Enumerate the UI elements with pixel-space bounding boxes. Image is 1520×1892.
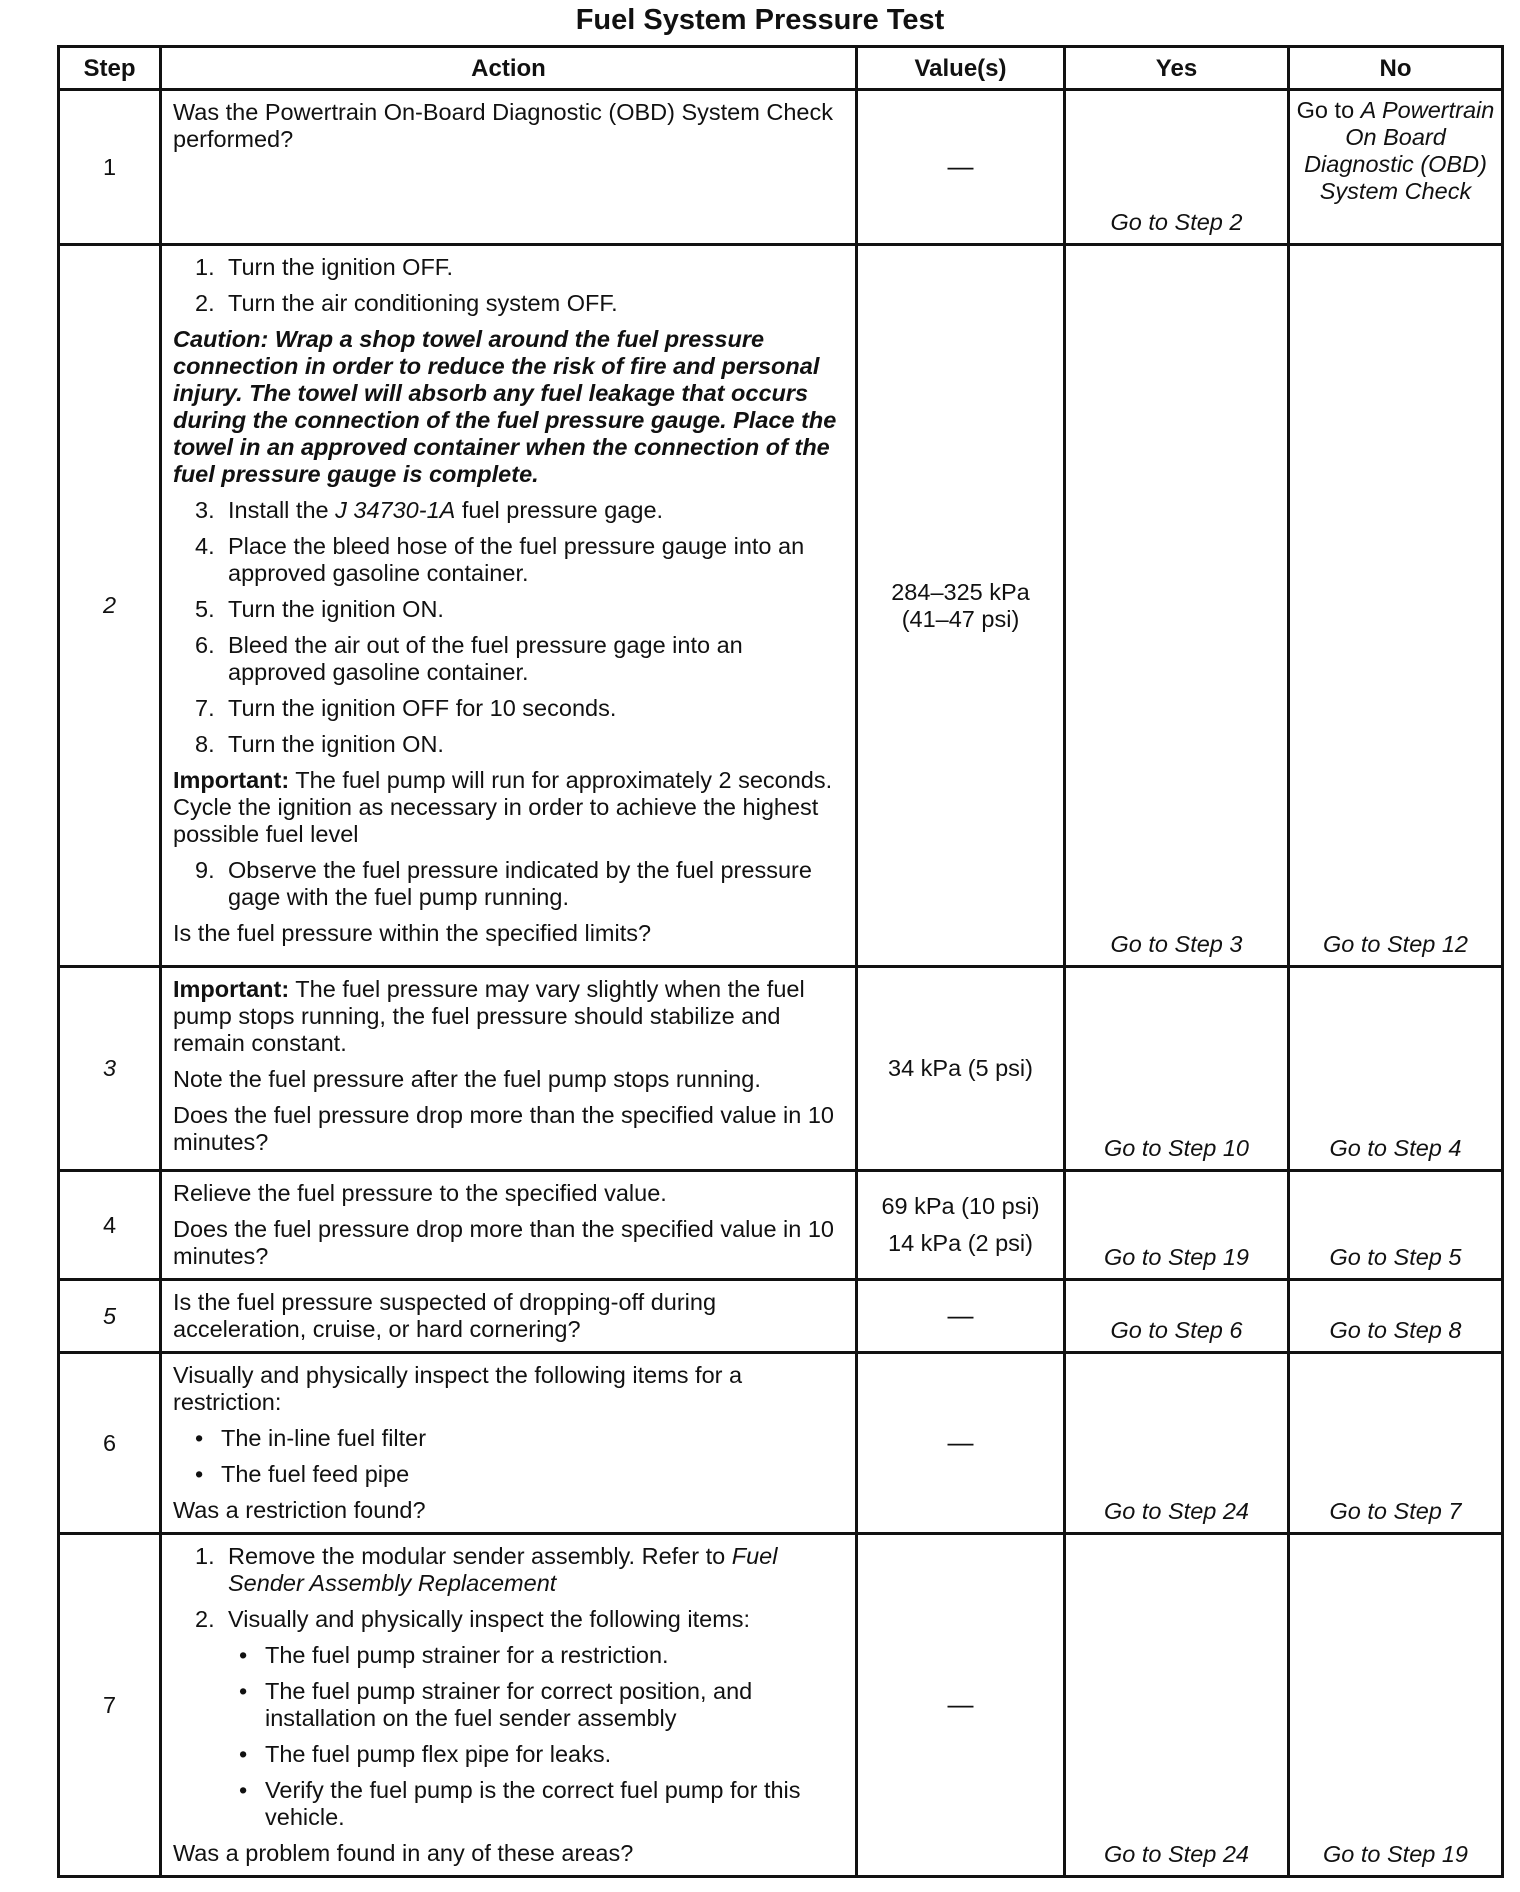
list-item bbox=[173, 731, 845, 758]
value-psi: (41–47 psi) bbox=[901, 605, 1020, 632]
table-row-step-6 bbox=[59, 1353, 1503, 1534]
item-number: 6. bbox=[195, 632, 215, 658]
header-no: No bbox=[1289, 47, 1503, 90]
action-text: Visually and physically inspect the following items for a restriction: bbox=[173, 1362, 743, 1415]
value-cell bbox=[857, 90, 1065, 245]
list-item bbox=[173, 695, 845, 722]
tool-reference: J 34730-1A bbox=[335, 497, 456, 523]
item-text: fuel pressure gage. bbox=[455, 497, 664, 523]
item-text: Turn the air conditioning system OFF. bbox=[228, 290, 618, 316]
bullet-item bbox=[173, 1461, 845, 1488]
yes-cell: Go to Step 24 bbox=[1065, 1353, 1289, 1534]
table-row-step-2 bbox=[59, 245, 1503, 967]
item-number: 1. bbox=[195, 254, 215, 280]
item-number: 2. bbox=[195, 1606, 215, 1632]
question-text: Was the Powertrain On-Board Diagnostic (OBD) System Check performed? bbox=[173, 99, 833, 152]
question-text: Is the fuel pressure suspected of dropping-off during acceleration, cruise, or hard cornering? bbox=[173, 1289, 717, 1342]
step-number: 7 bbox=[59, 1534, 161, 1877]
step-number: 3 bbox=[59, 967, 161, 1171]
item-text: Remove the modular sender assembly. Refer to bbox=[228, 1543, 732, 1569]
important-text: The fuel pressure may vary slightly when the fuel pump stops running, the fuel pressure should stabilize and remain constant. bbox=[173, 976, 805, 1056]
value-cell bbox=[857, 245, 1065, 967]
procedure-list bbox=[173, 857, 845, 911]
no-cell bbox=[1289, 90, 1503, 245]
header-step: Step bbox=[59, 47, 161, 90]
item-number: 7. bbox=[195, 695, 215, 721]
header-row bbox=[59, 47, 1503, 90]
yes-cell: Go to Step 24 bbox=[1065, 1534, 1289, 1877]
list-item bbox=[173, 596, 845, 623]
important-text: The fuel pump will run for approximately 2 seconds. Cycle the ignition as necessary in order to achieve the highest possible fuel level bbox=[173, 767, 833, 847]
procedure-list bbox=[173, 1543, 845, 1633]
item-number: 8. bbox=[195, 731, 215, 757]
item-text: Visually and physically inspect the following items: bbox=[228, 1606, 751, 1632]
item-number: 1. bbox=[195, 1543, 215, 1569]
no-cell: Go to Step 7 bbox=[1289, 1353, 1503, 1534]
header-action: Action bbox=[161, 47, 857, 90]
item-text: Bleed the air out of the fuel pressure gage into an approved gasoline container. bbox=[228, 632, 743, 685]
action-cell bbox=[161, 90, 857, 245]
bullet-item bbox=[173, 1678, 845, 1732]
item-text: Turn the ignition ON. bbox=[228, 731, 444, 757]
no-value-dash: — bbox=[947, 1427, 974, 1457]
step-number: 2 bbox=[59, 245, 161, 967]
list-item bbox=[173, 1606, 845, 1633]
important-note bbox=[173, 767, 845, 848]
item-text: The in-line fuel filter bbox=[221, 1425, 427, 1451]
item-text: Turn the ignition OFF for 10 seconds. bbox=[228, 695, 617, 721]
question-text: Was a problem found in any of these areas? bbox=[173, 1840, 634, 1866]
note-text: Note the fuel pressure after the fuel pump stops running. bbox=[173, 1066, 761, 1092]
important-label: Important: bbox=[173, 976, 290, 1002]
question-text: Does the fuel pressure drop more than the specified value in 10 minutes? bbox=[173, 1102, 835, 1155]
procedure-reference: Fuel Sender Assembly Replacement bbox=[228, 1543, 778, 1596]
value-1: 69 kPa (10 psi) bbox=[881, 1193, 1040, 1219]
item-number: 9. bbox=[195, 857, 215, 883]
procedure-list bbox=[173, 533, 845, 758]
list-item bbox=[173, 533, 845, 587]
value-cell bbox=[857, 1353, 1065, 1534]
no-cell: Go to Step 5 bbox=[1289, 1171, 1503, 1280]
item-number: 4. bbox=[195, 533, 215, 559]
no-value-dash: — bbox=[947, 1689, 974, 1719]
item-text: The fuel pump flex pipe for leaks. bbox=[265, 1741, 612, 1767]
list-item bbox=[173, 632, 845, 686]
bullet-item bbox=[173, 1741, 845, 1768]
table-row-step-4 bbox=[59, 1171, 1503, 1280]
header-values: Value(s) bbox=[857, 47, 1065, 90]
item-text: Place the bleed hose of the fuel pressure gauge into an approved gasoline container. bbox=[228, 533, 805, 586]
value-cell: 34 kPa (5 psi) bbox=[857, 967, 1065, 1171]
list-item bbox=[173, 857, 845, 911]
important-note bbox=[173, 976, 845, 1057]
value-cell bbox=[857, 1534, 1065, 1877]
page-title: Fuel System Pressure Test bbox=[575, 4, 945, 36]
item-text: Observe the fuel pressure indicated by the fuel pressure gage with the fuel pump running. bbox=[228, 857, 812, 910]
no-value-dash: — bbox=[947, 151, 974, 181]
yes-cell: Go to Step 3 bbox=[1065, 245, 1289, 967]
item-text: Turn the ignition OFF. bbox=[228, 254, 454, 280]
no-value-dash: — bbox=[947, 1300, 974, 1330]
value-cell bbox=[857, 1171, 1065, 1280]
list-item bbox=[173, 1543, 845, 1597]
question-text: Was a restriction found? bbox=[173, 1497, 426, 1523]
diagnostic-table bbox=[57, 45, 1504, 1878]
no-cell: Go to Step 4 bbox=[1289, 967, 1503, 1171]
bullet-icon: • bbox=[239, 1777, 248, 1803]
bullet-icon: • bbox=[239, 1678, 248, 1704]
no-cell: Go to Step 12 bbox=[1289, 245, 1503, 967]
value-kpa: 284–325 kPa bbox=[891, 578, 1030, 605]
yes-cell: Go to Step 6 bbox=[1065, 1280, 1289, 1353]
list-item bbox=[173, 290, 845, 317]
bullet-icon: • bbox=[239, 1642, 248, 1668]
bullet-icon: • bbox=[195, 1425, 204, 1451]
inspection-list bbox=[173, 1425, 845, 1488]
bullet-item bbox=[173, 1642, 845, 1669]
bullet-icon: • bbox=[195, 1461, 204, 1487]
item-text: Turn the ignition ON. bbox=[228, 596, 444, 622]
yes-cell: Go to Step 2 bbox=[1065, 90, 1289, 245]
no-prefix: Go to bbox=[1296, 97, 1361, 123]
yes-cell: Go to Step 10 bbox=[1065, 967, 1289, 1171]
item-number: 5. bbox=[195, 596, 215, 622]
question-text: Is the fuel pressure within the specified limits? bbox=[173, 920, 652, 946]
item-text: The fuel pump strainer for a restriction. bbox=[265, 1642, 669, 1668]
step-number: 6 bbox=[59, 1353, 161, 1534]
table-row-step-5 bbox=[59, 1280, 1503, 1353]
action-cell bbox=[161, 1171, 857, 1280]
action-cell bbox=[161, 1280, 857, 1353]
value-cell bbox=[857, 1280, 1065, 1353]
bullet-item bbox=[173, 1425, 845, 1452]
table-row-step-1 bbox=[59, 90, 1503, 245]
item-number: 2. bbox=[195, 290, 215, 316]
item-text: The fuel feed pipe bbox=[221, 1461, 410, 1487]
procedure-list bbox=[173, 254, 845, 317]
no-cell: Go to Step 19 bbox=[1289, 1534, 1503, 1877]
yes-cell: Go to Step 19 bbox=[1065, 1171, 1289, 1280]
inspection-list bbox=[173, 1642, 845, 1831]
important-label: Important: bbox=[173, 767, 290, 793]
step-number: 1 bbox=[59, 90, 161, 245]
list-item bbox=[173, 254, 845, 281]
action-cell bbox=[161, 1534, 857, 1877]
item-text: Install the bbox=[228, 497, 336, 523]
item-text: The fuel pump strainer for correct position, and installation on the fuel sender assembly bbox=[265, 1678, 753, 1731]
no-cell: Go to Step 8 bbox=[1289, 1280, 1503, 1353]
procedure-list bbox=[173, 497, 845, 524]
item-text: Verify the fuel pump is the correct fuel pump for this vehicle. bbox=[265, 1777, 801, 1830]
question-text: Does the fuel pressure drop more than the specified value in 10 minutes? bbox=[173, 1216, 835, 1269]
value-2: 14 kPa (2 psi) bbox=[888, 1230, 1033, 1256]
no-reference: A Powertrain On Board Diagnostic (OBD) System Check bbox=[1304, 97, 1495, 204]
bullet-item bbox=[173, 1777, 845, 1831]
step-number: 5 bbox=[59, 1280, 161, 1353]
bullet-icon: • bbox=[239, 1741, 248, 1767]
step-number: 4 bbox=[59, 1171, 161, 1280]
action-cell bbox=[161, 245, 857, 967]
caution-text: Caution: Wrap a shop towel around the fuel pressure connection in order to reduce the risk of fire and personal injury. The towel will absorb any fuel leakage that occurs during the connection of the fuel pressure gauge. Place the towel in an approved container when the connection of the fuel pressure gauge is complete. bbox=[173, 326, 837, 487]
list-item: 3. Install the J 34730-1A fuel pressure gage. bbox=[195, 497, 664, 523]
table-row-step-7 bbox=[59, 1534, 1503, 1877]
table-row-step-3 bbox=[59, 967, 1503, 1171]
action-cell bbox=[161, 967, 857, 1171]
action-cell bbox=[161, 1353, 857, 1534]
action-text: Relieve the fuel pressure to the specified value. bbox=[173, 1180, 667, 1206]
header-yes: Yes bbox=[1065, 47, 1289, 90]
